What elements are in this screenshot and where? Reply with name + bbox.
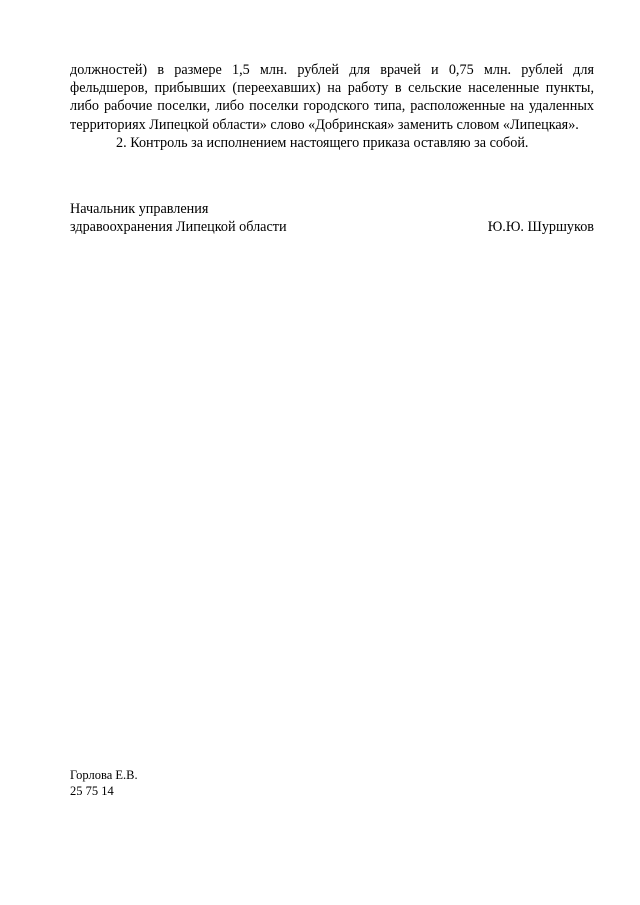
executor-name: Горлова Е.В. xyxy=(70,768,138,782)
paragraph-continuation: должностей) в размере 1,5 млн. рублей для врачей и 0,75 млн. рублей для фельдшеров, прибывших (переехавших) на работу в сельские населенные пункты, либо рабочие поселки, либо поселки городского типа, расположенные на удаленных территориях Липецкой области» слово «Добринская» заменить словом «Липецкая». xyxy=(70,62,594,133)
executor-block xyxy=(70,768,138,799)
signature-row xyxy=(70,218,594,236)
signature-name: Ю.Ю. Шуршуков xyxy=(487,219,594,236)
signature-block xyxy=(70,200,594,236)
signature-position-line1: Начальник управления xyxy=(70,201,209,217)
document-body xyxy=(70,61,594,152)
paragraph-item-2: 2. Контроль за исполнением настоящего приказа оставляю за собой. xyxy=(116,134,529,151)
signature-position-line2: здравоохранения Липецкой области xyxy=(70,219,287,236)
executor-phone: 25 75 14 xyxy=(70,783,114,798)
